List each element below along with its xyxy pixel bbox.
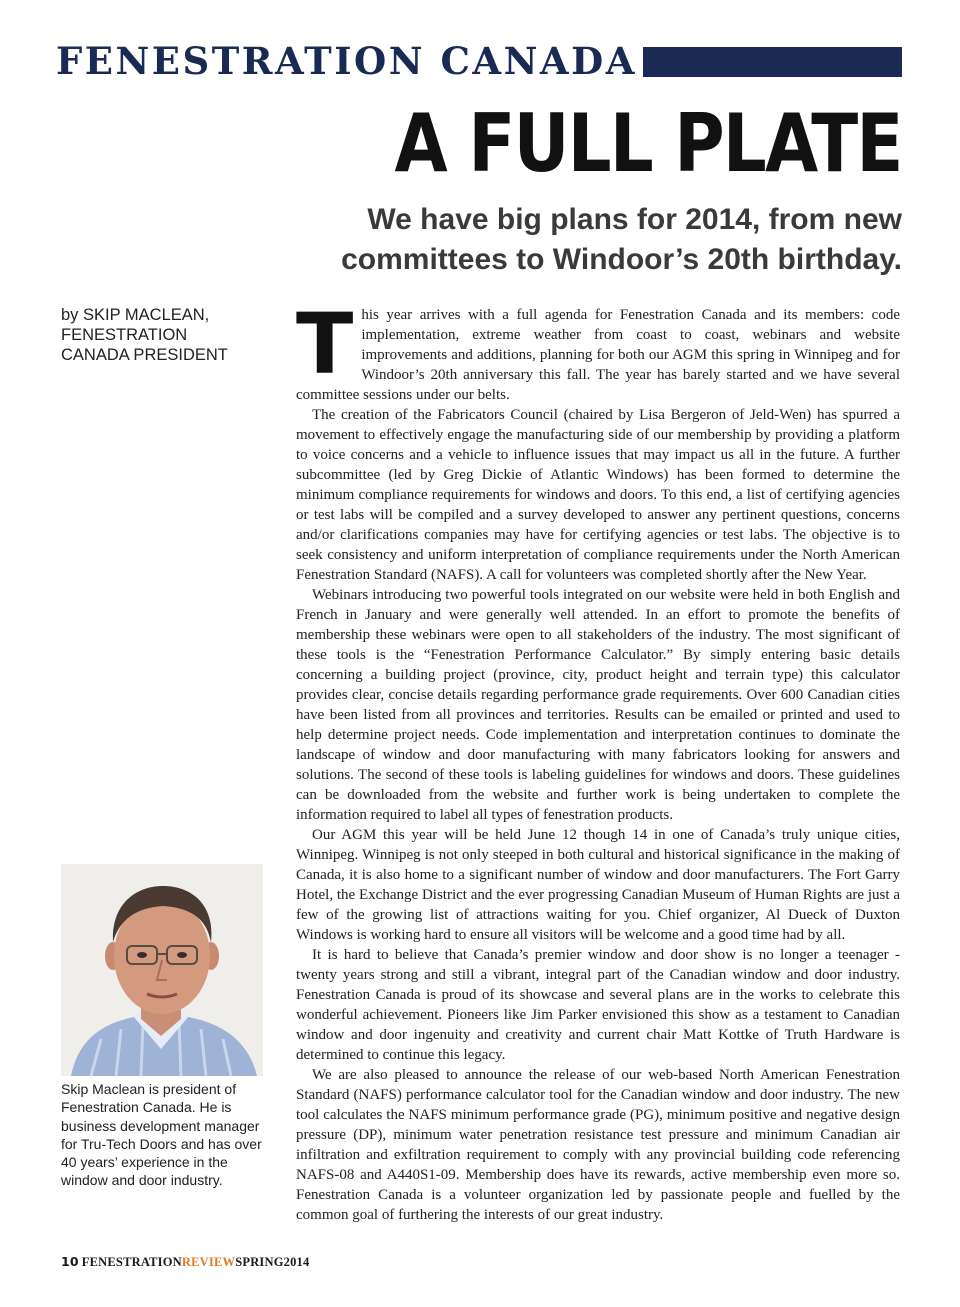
issue-label: SPRING2014 — [235, 1255, 310, 1269]
magazine-name-part2: REVIEW — [181, 1255, 236, 1269]
page-footer — [61, 1254, 309, 1270]
section-title: FENESTRATION CANADA — [56, 38, 637, 83]
article-deck: We have big plans for 2014, from new committees to Windoor’s 20th birthday. — [341, 203, 902, 276]
article-paragraph: Our AGM this year will be held June 12 though 14 in one of Canada’s truly unique cities, Winnipeg. Winnipeg is not only steeped in both cultural and historical significance in the making of Canada, it is also home to a significant number of window and door manufacturers. The Fort Garry Hotel, the Exchange District and the ever progressing Canadian Museum of Human Rights are just a few of the growing list of attractions waiting for you. Chief organizer, Al Dueck of Duxton Windows is working hard to ensure all visitors will be welcome and a good time had by all. — [296, 827, 900, 943]
section-header-bar — [643, 47, 902, 77]
author-photo — [61, 864, 263, 1076]
portrait-illustration — [61, 864, 263, 1076]
article-paragraph — [296, 295, 900, 405]
photo-caption: Skip Maclean is president of Fenestration Canada. He is business development manager for Tru-Tech Doors and has over 40 years’ experience in the window and door industry. — [61, 1081, 262, 1189]
article-paragraph: The creation of the Fabricators Council (chaired by Lisa Bergeron of Jeld-Wen) has spurred a movement to effectively engage the manufacturing side of our membership by providing a platform to voice concerns and a vehicle to influence issues that may impact us all in the future. A further subcommittee (led by Greg Dickie of Atlantic Windows) has been formed to determine the minimum compliance requirements for windows and doors. To this end, a list of certifying agencies or test labs will be compiled and a survey developed to answer any pertinent questions, concerns and/or clarifications companies may have for certifying agencies or test labs. The objective is to seek consistency and uniform interpretation of compliance requirements under the North American Fenestration Standard (NAFS). A call for volunteers was completed shortly after the New Year. — [296, 407, 900, 583]
drop-cap: T — [296, 295, 354, 393]
byline-line-2: FENESTRATION — [61, 326, 188, 344]
article-paragraph: Webinars introducing two powerful tools integrated on our website were held in both English and French in January and were generally well attended. In an effort to promote the benefits of membership these webinars were open to all stakeholders of the industry. The most significant of these tools is the “Fenestration Performance Calculator.” By simply entering basic details concerning a building project (province, city, product height and terrain type) this calculator provides clear, concise details regarding performance grade requirements. Over 600 Canadian cities have been listed from all provinces and territories. Results can be emailed or printed and used to help determine project needs. Code implementation and interpretation continues to dominate the landscape of window and door manufacturing with many fabricators looking for answers and solutions. The second of these tools is labeling guidelines for windows and doors. These guidelines can be downloaded from the website and further work is being undertaken to complete the information required to label all types of fenestration products. — [296, 587, 900, 823]
article-paragraph: We are also pleased to announce the release of our web-based North American Fenestration Standard (NAFS) performance calculator tool for the Canadian window and door industry. The new tool calculates the NAFS minimum performance grade (PG), minimum positive and negative design pressure (DP), minimum water penetration resistance test pressure and minimum Canadian air infiltration and exfiltration requirement to comply with any provincial building code referencing NAFS-08 and A440S1-09. Membership does have its rewards, active membership even more so. Fenestration Canada is a volunteer organization led by passionate people and fuelled by the common goal of furthering the interests of our great industry. — [296, 1067, 900, 1223]
byline-line-1: by SKIP MACLEAN, — [61, 306, 210, 324]
article-body — [296, 295, 900, 1225]
article-headline: A FULL PLATE — [394, 97, 902, 190]
byline-line-3: CANADA PRESIDENT — [61, 346, 228, 364]
page-number: 10 — [61, 1254, 79, 1269]
byline — [61, 305, 261, 365]
article-paragraph: It is hard to believe that Canada’s premier window and door show is no longer a teenager - twenty years strong and still a vibrant, integral part of the Canadian window and door industry. Fenestration Canada is proud of its showcase and several plans are in the works to celebrate this wonderful achievement. Pioneers like Jim Parker envisioned this show as a testament to Canadian window and door ingenuity and creativity and current chair Matt Kottke of Truth Hardware is determined to continue this legacy. — [296, 947, 900, 1063]
section-header — [56, 38, 902, 84]
paragraph-text: his year arrives with a full agenda for Fenestration Canada and its members: code implementation, extreme weather from coast to coast, webinars and website improvements and additions, planning for both our AGM this spring in Winnipeg and for Windoor’s 20th anniversary this fall. The year has barely started and we have several committee sessions under our belts. — [296, 307, 900, 403]
magazine-name-part1: FENESTRATION — [81, 1255, 182, 1269]
